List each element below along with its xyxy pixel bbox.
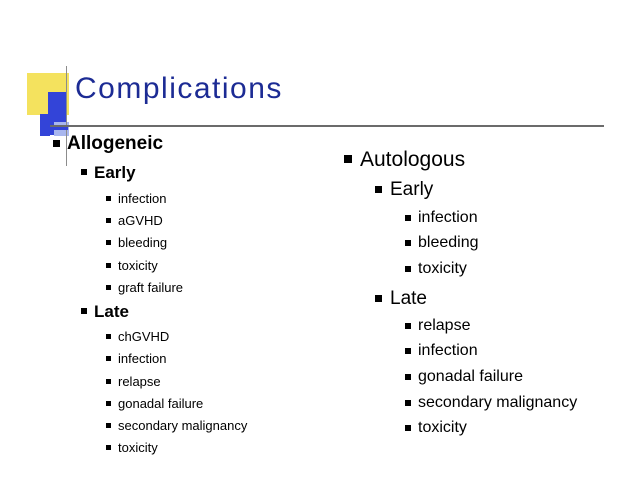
decor-blue-tip: [40, 114, 50, 136]
list-item: chGVHD: [118, 330, 169, 343]
square-bullet-icon: [405, 323, 411, 329]
list-item: secondary malignancy: [118, 419, 247, 432]
list-item: relapse: [118, 375, 161, 388]
list-item: toxicity: [418, 261, 467, 277]
square-bullet-icon: [106, 285, 111, 290]
list-item: bleeding: [118, 236, 167, 249]
square-bullet-icon: [106, 218, 111, 223]
allogeneic-late: [94, 303, 129, 320]
allogeneic-early-label: Early: [94, 163, 136, 182]
square-bullet-icon: [344, 155, 352, 163]
slide-title: Complications: [75, 72, 283, 105]
square-bullet-icon: [106, 240, 111, 245]
autologous-early-label: Early: [390, 179, 434, 200]
square-bullet-icon: [405, 374, 411, 380]
list-item: relapse: [418, 318, 470, 334]
allogeneic-heading-label: Allogeneic: [67, 133, 164, 154]
list-item: toxicity: [418, 420, 467, 436]
square-bullet-icon: [53, 140, 60, 147]
list-item: bleeding: [418, 235, 479, 251]
autologous-early: [390, 180, 433, 199]
square-bullet-icon: [106, 263, 111, 268]
square-bullet-icon: [405, 348, 411, 354]
square-bullet-icon: [375, 186, 382, 193]
square-bullet-icon: [81, 308, 87, 314]
square-bullet-icon: [405, 240, 411, 246]
autologous-heading: [360, 149, 465, 170]
square-bullet-icon: [106, 401, 111, 406]
square-bullet-icon: [106, 445, 111, 450]
decor-underline-accent: [50, 127, 68, 130]
list-item: secondary malignancy: [418, 395, 577, 411]
autologous-late: [390, 289, 427, 308]
allogeneic-heading: [67, 134, 163, 153]
square-bullet-icon: [405, 266, 411, 272]
list-item: infection: [118, 192, 166, 205]
list-item: gonadal failure: [118, 397, 203, 410]
list-item: gonadal failure: [418, 369, 523, 385]
autologous-heading-label: Autologous: [360, 148, 466, 171]
list-item: graft failure: [118, 281, 183, 294]
allogeneic-late-label: Late: [94, 302, 129, 321]
square-bullet-icon: [375, 295, 382, 302]
allogeneic-early: [94, 164, 136, 181]
list-item: toxicity: [118, 259, 158, 272]
list-item: toxicity: [118, 441, 158, 454]
list-item: infection: [118, 352, 166, 365]
list-item: infection: [418, 210, 478, 226]
square-bullet-icon: [106, 379, 111, 384]
square-bullet-icon: [405, 215, 411, 221]
square-bullet-icon: [106, 334, 111, 339]
square-bullet-icon: [106, 196, 111, 201]
square-bullet-icon: [106, 423, 111, 428]
square-bullet-icon: [106, 356, 111, 361]
square-bullet-icon: [81, 169, 87, 175]
list-item: aGVHD: [118, 214, 163, 227]
autologous-late-label: Late: [390, 288, 427, 309]
square-bullet-icon: [405, 425, 411, 431]
square-bullet-icon: [405, 400, 411, 406]
title-underline: [50, 125, 604, 127]
list-item: infection: [418, 343, 478, 359]
